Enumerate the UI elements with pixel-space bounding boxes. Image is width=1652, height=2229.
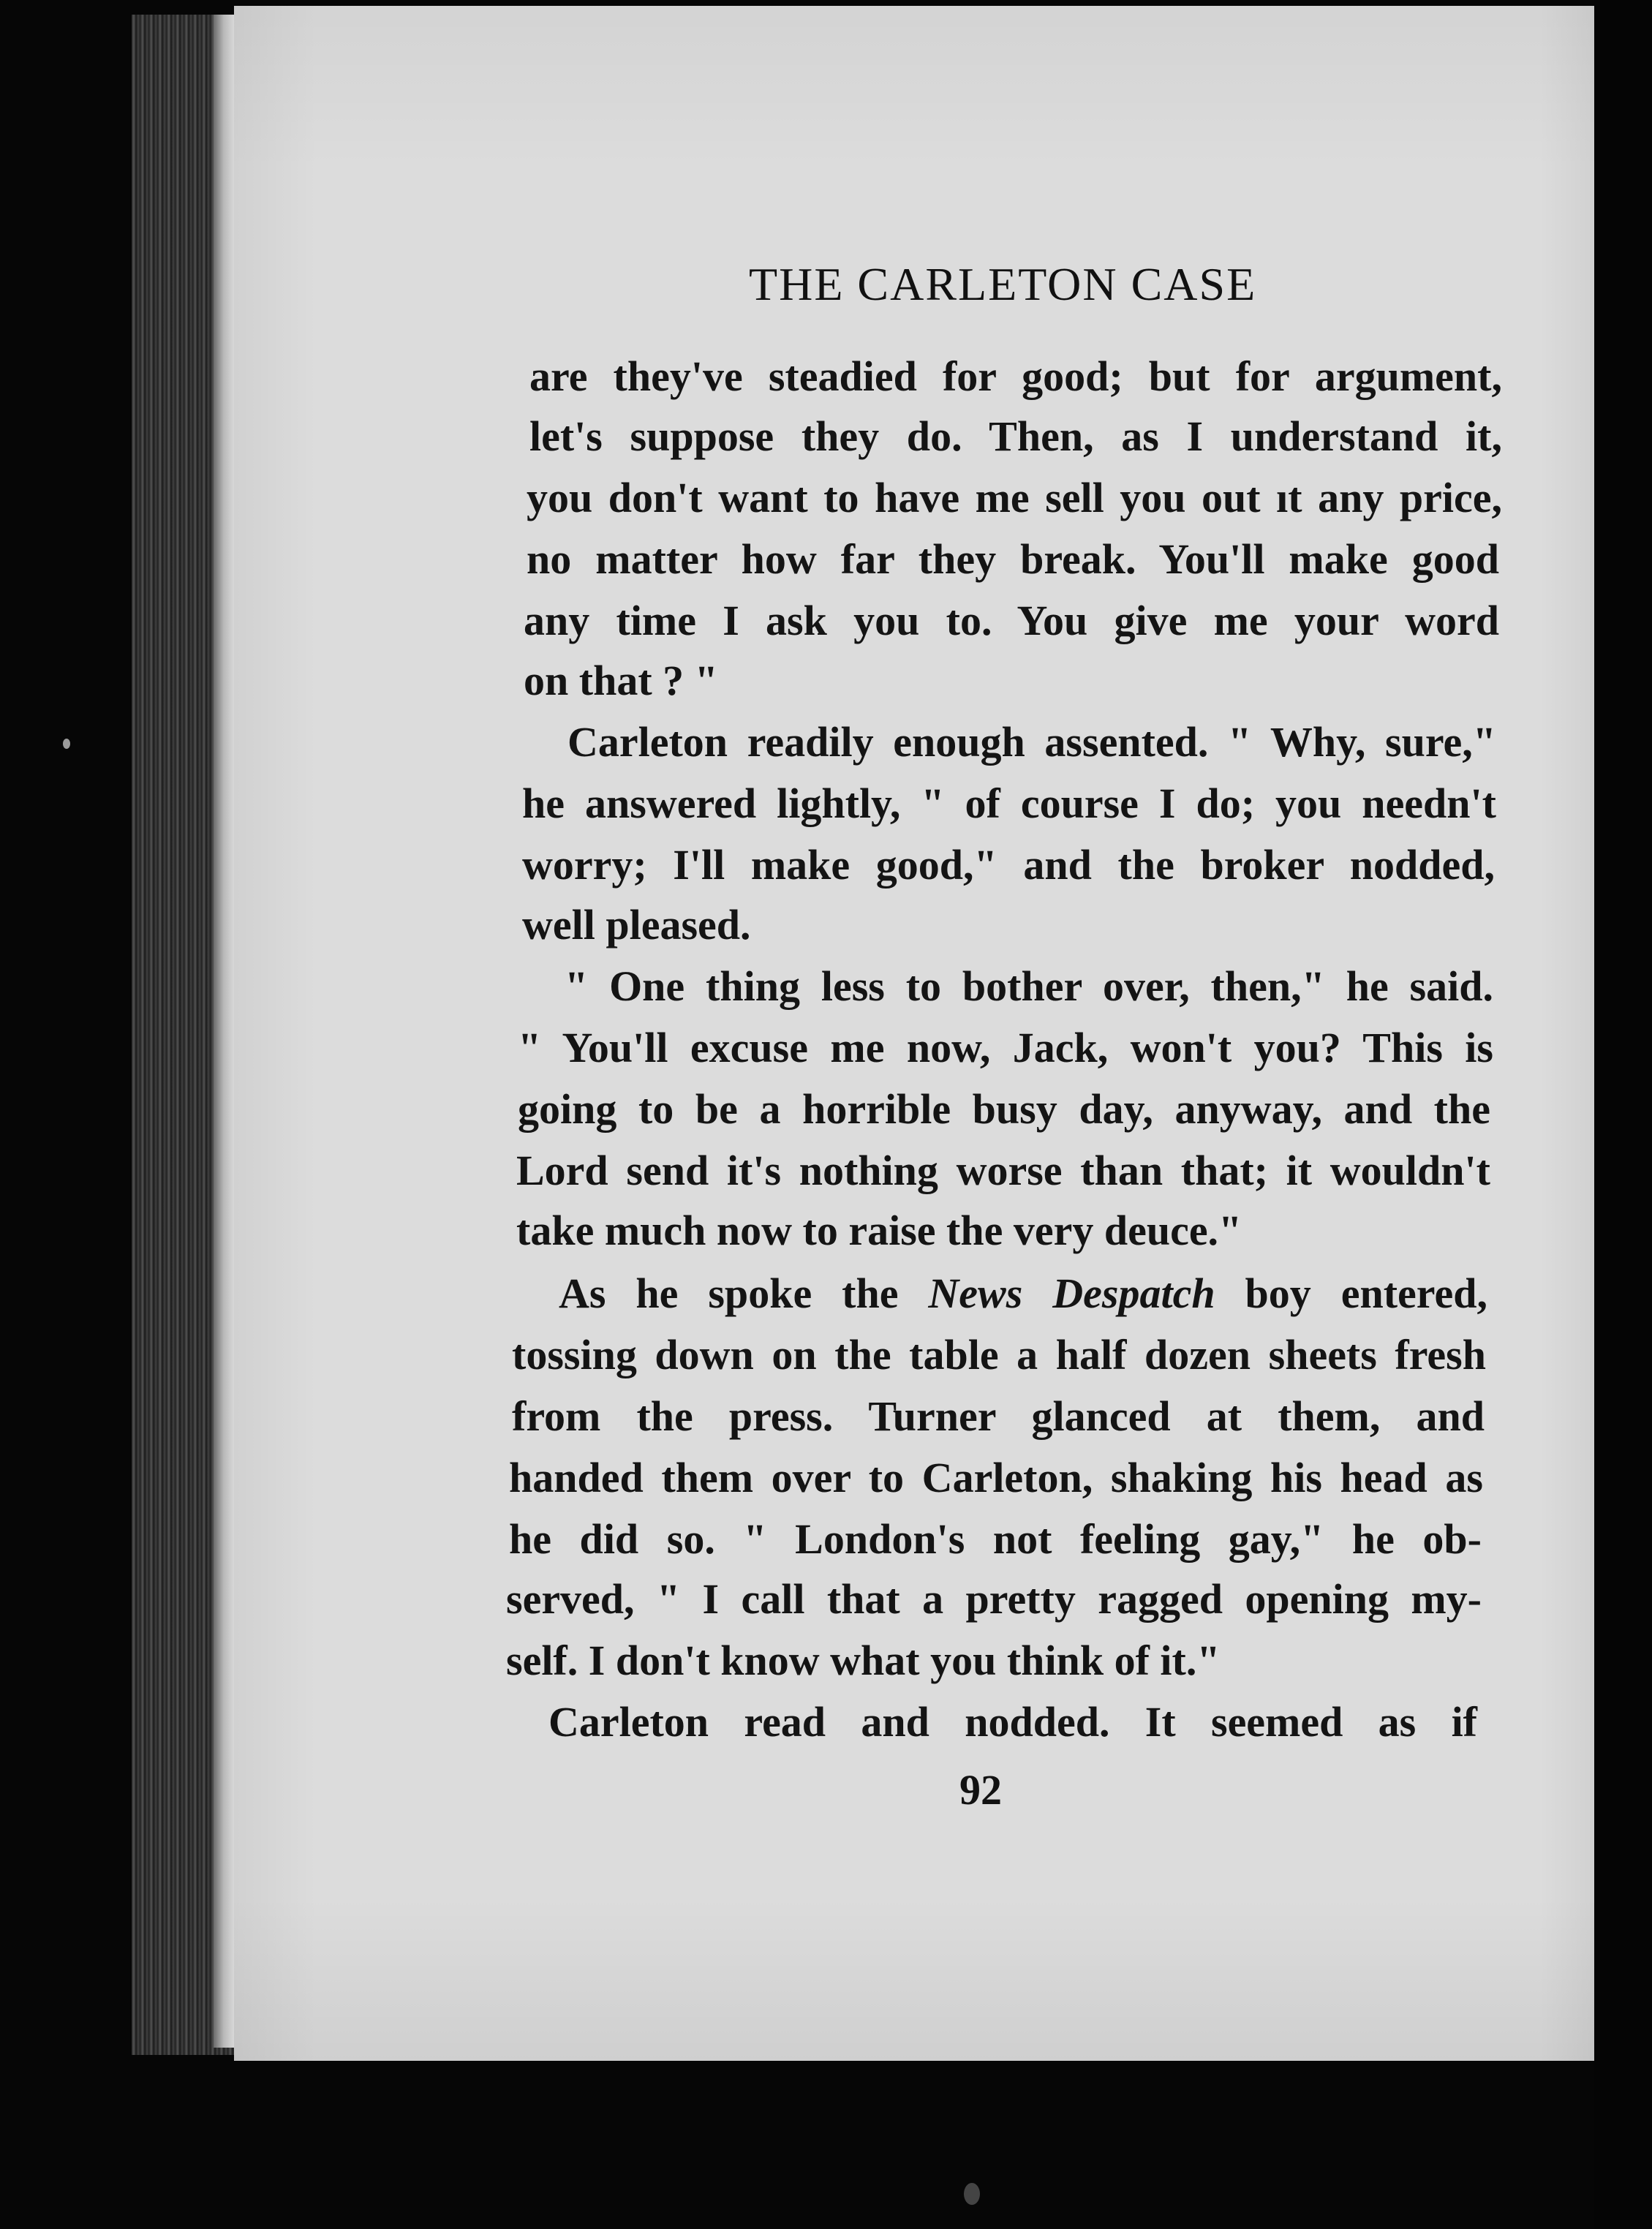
text-line: self. I don't know what you think of it."	[506, 1637, 1221, 1684]
text-line: going to be a horrible busy day, anyway, and the	[518, 1085, 1490, 1133]
dust-speck	[964, 2183, 980, 2205]
text-line: tossing down on the table a half dozen sheets fresh	[512, 1331, 1486, 1378]
text-line: he answered lightly, " of course I do; you needn't	[522, 780, 1496, 827]
text-line: no matter how far they break. You'll make good	[527, 535, 1499, 583]
text-line: on that ? "	[524, 657, 718, 704]
text-line-with-italic	[559, 1268, 1487, 1319]
text-line: served, " I call that a pretty ragged opening my-	[506, 1575, 1482, 1623]
text-line: he did so. " London's not feeling gay," he ob-	[509, 1515, 1482, 1563]
text-run: boy entered,	[1215, 1270, 1487, 1317]
newspaper-title: News Despatch	[928, 1270, 1215, 1317]
text-line: " You'll excuse me now, Jack, won't you? This is	[518, 1024, 1493, 1071]
text-line: worry; I'll make good," and the broker nodded,	[522, 841, 1495, 889]
running-head: THE CARLETON CASE	[749, 258, 1257, 310]
text-line: any time I ask you to. You give me your word	[524, 597, 1499, 644]
text-line: Carleton readily enough assented. " Why, sure,"	[567, 718, 1496, 766]
text-line: " One thing less to bother over, then," he said.	[565, 962, 1493, 1010]
text-run: As he spoke the	[559, 1270, 929, 1317]
text-line: handed them over to Carleton, shaking his head as	[509, 1454, 1483, 1501]
text-line: well pleased.	[522, 901, 751, 948]
text-line: Carleton read and nodded. It seemed as if	[548, 1698, 1477, 1746]
text-line: you don't want to have me sell you out ıt any price,	[527, 474, 1502, 521]
text-line: Lord send it's nothing worse than that; it wouldn't	[516, 1147, 1490, 1194]
text-line: take much now to raise the very deuce."	[516, 1207, 1242, 1254]
text-line: from the press. Turner glanced at them, and	[512, 1392, 1485, 1440]
text-line: let's suppose they do. Then, as I understand it,	[529, 412, 1502, 460]
text-line: are they've steadied for good; but for argument,	[529, 352, 1502, 400]
page-number: 92	[959, 1766, 1002, 1814]
